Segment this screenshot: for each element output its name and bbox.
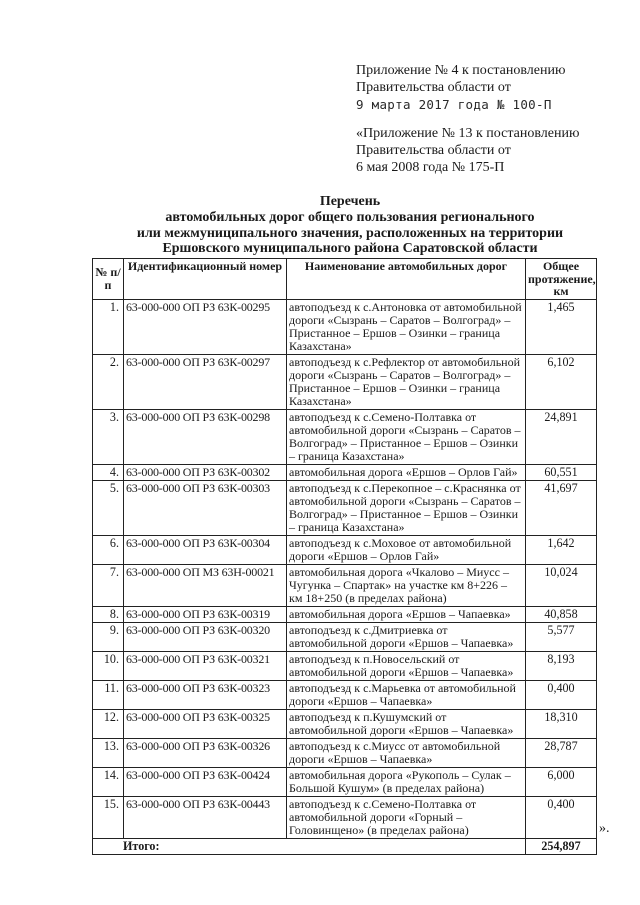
row-length: 60,551 xyxy=(526,464,597,480)
appendix-date-line: 9 марта 2017 года № 100-П xyxy=(356,97,552,112)
appendix-line: Приложение № 4 к постановлению xyxy=(356,63,566,78)
row-name: автоподъезд к с.Семено-Полтавка от автомобильной дороги «Сызрань – Саратов – Волгоград» – Пристанное – Ершов – Озинки – граница Казахстана» xyxy=(287,409,526,464)
table-row xyxy=(93,651,597,680)
row-name: автоподъезд к с.Моховое от автомобильной дороги «Ершов – Орлов Гай» xyxy=(287,535,526,564)
roads-table xyxy=(92,258,597,855)
title-line: Ершовского муниципального района Саратовской области xyxy=(162,241,538,257)
table-row xyxy=(93,409,597,464)
closing-quote: ». xyxy=(599,821,610,836)
row-length: 0,400 xyxy=(526,680,597,709)
row-num: 14. xyxy=(93,767,124,796)
row-length: 1,465 xyxy=(526,299,597,354)
table-row xyxy=(93,354,597,409)
row-name: автоподъезд к с.Миусс от автомобильной дороги «Ершов – Чапаевка» xyxy=(287,738,526,767)
row-num: 10. xyxy=(93,651,124,680)
row-length: 8,193 xyxy=(526,651,597,680)
row-name: автоподъезд к с.Марьевка от автомобильной дороги «Ершов – Чапаевка» xyxy=(287,680,526,709)
total-row xyxy=(93,838,597,854)
row-id: 63-000-000 ОП РЗ 63К-00303 xyxy=(124,480,287,535)
row-id: 63-000-000 ОП РЗ 63К-00320 xyxy=(124,622,287,651)
row-id: 63-000-000 ОП РЗ 63К-00325 xyxy=(124,709,287,738)
row-id: 63-000-000 ОП РЗ 63К-00298 xyxy=(124,409,287,464)
table-body xyxy=(93,299,597,838)
row-length: 41,697 xyxy=(526,480,597,535)
row-num: 2. xyxy=(93,354,124,409)
row-length: 40,858 xyxy=(526,606,597,622)
row-id: 63-000-000 ОП РЗ 63К-00443 xyxy=(124,796,287,838)
appendix-line: 6 мая 2008 года № 175-П xyxy=(356,160,505,175)
appendix-line: «Приложение № 13 к постановлению xyxy=(356,126,580,141)
row-id: 63-000-000 ОП РЗ 63К-00297 xyxy=(124,354,287,409)
row-name: автоподъезд к с.Рефлектор от автомобильной дороги «Сызрань – Саратов – Волгоград» – Пристанное – Ершов – Озинки – граница Казахстана» xyxy=(287,354,526,409)
row-id: 63-000-000 ОП РЗ 63К-00323 xyxy=(124,680,287,709)
row-name: автомобильная дорога «Ершов – Орлов Гай» xyxy=(287,464,526,480)
row-length: 1,642 xyxy=(526,535,597,564)
table-row xyxy=(93,738,597,767)
row-num: 8. xyxy=(93,606,124,622)
row-id: 63-000-000 ОП РЗ 63К-00302 xyxy=(124,464,287,480)
row-num: 15. xyxy=(93,796,124,838)
table-row xyxy=(93,767,597,796)
row-name: автоподъезд к п.Новосельский от автомобильной дороги «Ершов – Чапаевка» xyxy=(287,651,526,680)
header-name: Наименование автомобильных дорог xyxy=(287,259,526,300)
row-length: 6,102 xyxy=(526,354,597,409)
row-num: 1. xyxy=(93,299,124,354)
total-value: 254,897 xyxy=(526,838,597,854)
row-num: 9. xyxy=(93,622,124,651)
row-num: 5. xyxy=(93,480,124,535)
header-id: Идентификационный номер xyxy=(124,259,287,300)
row-id: 63-000-000 ОП РЗ 63К-00326 xyxy=(124,738,287,767)
row-num: 12. xyxy=(93,709,124,738)
header-num: № п/п xyxy=(93,259,124,300)
original-appendix-header xyxy=(356,125,579,176)
row-num: 6. xyxy=(93,535,124,564)
row-length: 24,891 xyxy=(526,409,597,464)
row-id: 63-000-000 ОП РЗ 63К-00295 xyxy=(124,299,287,354)
row-length: 6,000 xyxy=(526,767,597,796)
row-name: автомобильная дорога «Чкалово – Миусс – Чугунка – Спартак» на участке км 8+226 – км 18+250 (в пределах района) xyxy=(287,564,526,606)
total-label: Итого: xyxy=(93,838,526,854)
title-line: автомобильных дорог общего пользования регионального xyxy=(165,209,535,225)
row-id: 63-000-000 ОП МЗ 63Н-00021 xyxy=(124,564,287,606)
row-num: 13. xyxy=(93,738,124,767)
row-num: 3. xyxy=(93,409,124,464)
row-length: 0,400 xyxy=(526,796,597,838)
row-num: 7. xyxy=(93,564,124,606)
header-length: Общее протяжение, км xyxy=(526,259,597,300)
row-name: автоподъезд к п.Кушумский от автомобильной дороги «Ершов – Чапаевка» xyxy=(287,709,526,738)
row-length: 28,787 xyxy=(526,738,597,767)
appendix-line: Правительства области от xyxy=(356,80,511,95)
row-name: автоподъезд к с.Антоновка от автомобильной дороги «Сызрань – Саратов – Волгоград» – Пристанное – Ершов – Озинки – граница Казахстана» xyxy=(287,299,526,354)
title-line: Перечень xyxy=(319,194,381,209)
row-length: 10,024 xyxy=(526,564,597,606)
row-name: автоподъезд к с.Перекопное – с.Краснянка от автомобильной дороги «Сызрань – Саратов – Волгоград» – Пристанное – Ершов – Озинки – граница Казахстана» xyxy=(287,480,526,535)
table-row xyxy=(93,480,597,535)
row-id: 63-000-000 ОП РЗ 63К-00424 xyxy=(124,767,287,796)
table-row xyxy=(93,564,597,606)
row-id: 63-000-000 ОП РЗ 63К-00321 xyxy=(124,651,287,680)
appendix-header xyxy=(356,62,565,113)
row-id: 63-000-000 ОП РЗ 63К-00319 xyxy=(124,606,287,622)
row-length: 5,577 xyxy=(526,622,597,651)
table-row xyxy=(93,709,597,738)
table-row xyxy=(93,680,597,709)
row-name: автомобильная дорога «Ершов – Чапаевка» xyxy=(287,606,526,622)
row-name: автоподъезд к с.Дмитриевка от автомобильной дороги «Ершов – Чапаевка» xyxy=(287,622,526,651)
appendix-line: Правительства области от xyxy=(356,143,511,158)
table-row xyxy=(93,622,597,651)
table-row xyxy=(93,464,597,480)
title-line: или межмуниципального значения, расположенных на территории xyxy=(136,225,564,241)
table-row xyxy=(93,299,597,354)
table-row xyxy=(93,606,597,622)
table-row xyxy=(93,535,597,564)
table-header-row xyxy=(93,259,597,300)
row-num: 11. xyxy=(93,680,124,709)
row-name: автомобильная дорога «Рукополь – Сулак – Большой Кушум» (в пределах района) xyxy=(287,767,526,796)
row-num: 4. xyxy=(93,464,124,480)
row-length: 18,310 xyxy=(526,709,597,738)
table-row xyxy=(93,796,597,838)
document-title xyxy=(60,194,640,257)
row-id: 63-000-000 ОП РЗ 63К-00304 xyxy=(124,535,287,564)
row-name: автоподъезд к с.Семено-Полтавка от автомобильной дороги «Горный – Головинщено» (в пределах района) xyxy=(287,796,526,838)
